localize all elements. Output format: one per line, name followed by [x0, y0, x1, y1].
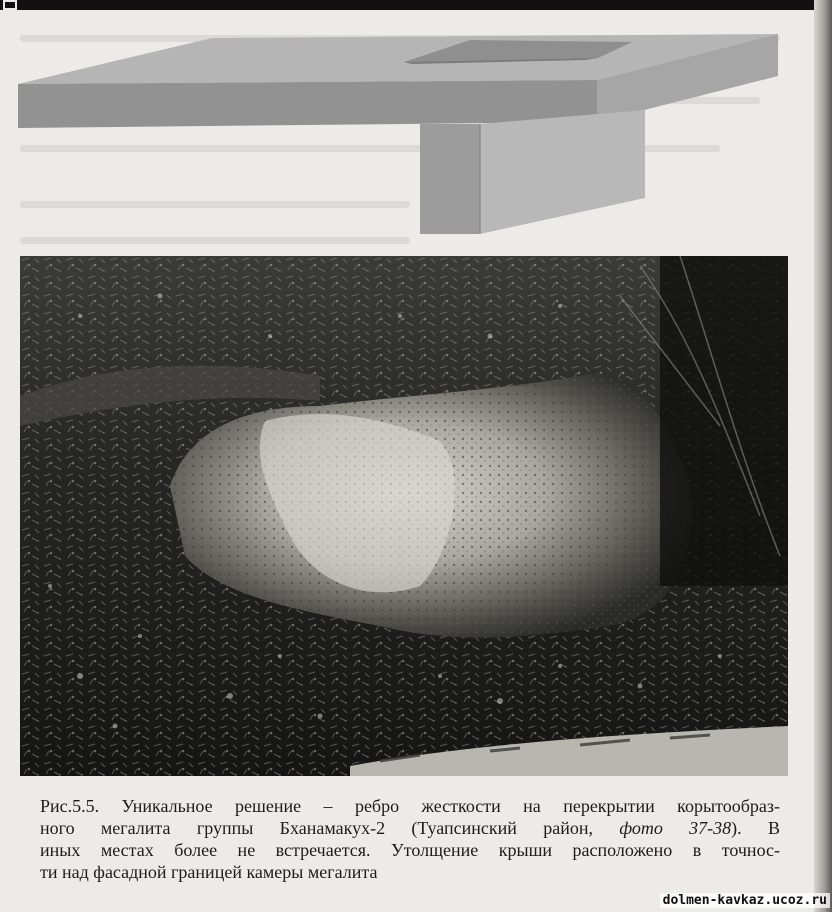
page-edge: [814, 0, 832, 912]
caption-line-4: ти над фасадной границей камеры мегалита: [40, 862, 378, 882]
rib-front-face: [420, 124, 480, 234]
photo-reference: фото 37-38: [619, 818, 732, 838]
caption-line-3: иных местах более не встречается. Утолщение крыши расположено в точнос-: [40, 840, 780, 860]
site-watermark: dolmen-kavkaz.ucoz.ru: [660, 893, 830, 908]
caption-line-1: Рис.5.5. Уникальное решение – ребро жесткости на перекрытии корытообраз-: [40, 796, 780, 816]
rib-side-face: [480, 110, 645, 234]
photo-image: [20, 256, 788, 776]
slab-front-face: [18, 80, 597, 128]
megalith-photo: [20, 256, 788, 776]
slab-rib-illustration: [0, 0, 832, 260]
figure-caption: [40, 795, 780, 883]
caption-line-2: ного мегалита группы Бханамакух-2 (Туапсинский район, фото 37-38). В: [40, 818, 780, 838]
